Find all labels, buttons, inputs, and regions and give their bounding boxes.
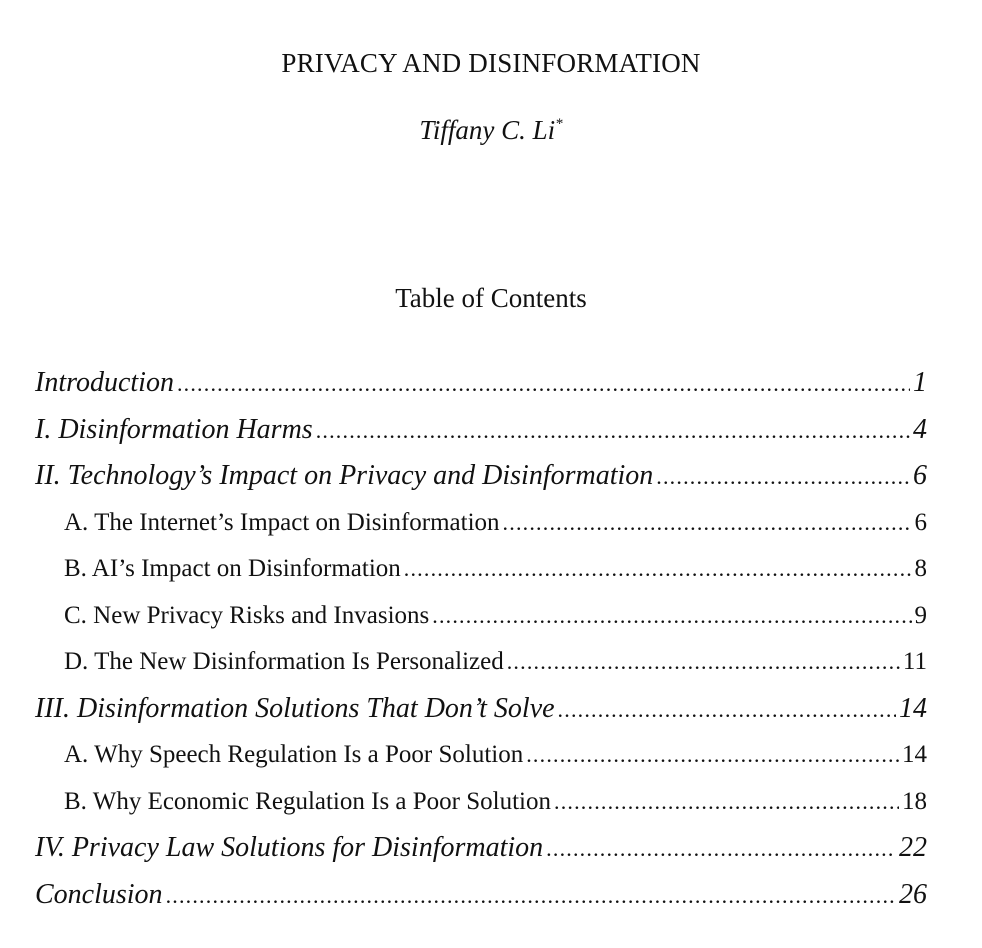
toc-leader-dots [503, 500, 912, 547]
toc-entry-conclusion[interactable] [0, 872, 927, 919]
toc-entry-page: 4 [913, 413, 927, 445]
toc-entry-page: 11 [902, 648, 927, 675]
toc-entry-label: III. Disinformation Solutions That Don’t Solve [35, 692, 555, 724]
toc-leader-dots [177, 361, 910, 408]
document-title: PRIVACY AND DISINFORMATION [281, 48, 701, 78]
toc-heading: Table of Contents [395, 283, 587, 313]
toc-leader-dots [166, 873, 896, 920]
toc-leader-dots [558, 687, 896, 734]
toc-entry-page: 14 [899, 692, 927, 724]
toc-leader-dots [316, 408, 910, 455]
toc-entry-personalized-disinformation[interactable] [0, 639, 927, 686]
toc-entry-page: 8 [914, 555, 927, 582]
toc-entry-disinformation-harms[interactable] [0, 407, 927, 454]
toc-leader-dots [554, 779, 899, 826]
toc-entry-label: Conclusion [35, 878, 163, 910]
author-name [0, 115, 982, 146]
toc-entry-speech-regulation[interactable] [0, 732, 927, 779]
toc-entry-page: 6 [913, 460, 927, 491]
toc-entry-label: IV. Privacy Law Solutions for Disinformation [35, 832, 544, 863]
toc-entry-page: 6 [914, 508, 927, 536]
toc-entry-privacy-law-solutions[interactable] [0, 825, 927, 872]
toc-entry-technology-impact[interactable] [0, 453, 927, 500]
toc-entry-page: 26 [899, 878, 927, 910]
toc-entry-label: D. The New Disinformation Is Personalized [64, 648, 504, 675]
toc-leader-dots [404, 546, 912, 593]
author-name-text: Tiffany C. Li [419, 115, 556, 145]
toc-entry-label: II. Technology’s Impact on Privacy and Disinformation [35, 460, 654, 491]
toc-entry-privacy-risks[interactable] [0, 593, 927, 640]
toc-entry-economic-regulation[interactable] [0, 779, 927, 826]
toc-entry-label: Introduction [35, 367, 174, 398]
toc-entry-label: I. Disinformation Harms [35, 413, 313, 445]
toc-entry-label: B. AI’s Impact on Disinformation [64, 555, 401, 582]
toc-leader-dots [546, 826, 896, 873]
toc-entry-introduction[interactable] [0, 360, 927, 407]
toc-leader-dots [526, 732, 899, 779]
toc-entry-label: B. Why Economic Regulation Is a Poor Solution [64, 787, 551, 815]
toc-leader-dots [507, 639, 900, 686]
toc-entry-solutions-that-dont-solve[interactable] [0, 686, 927, 733]
toc-entry-internet-impact[interactable] [0, 500, 927, 547]
toc-entry-page: 14 [902, 741, 927, 768]
toc-leader-dots [656, 454, 910, 501]
toc-entry-page: 18 [902, 787, 927, 815]
toc-entry-label: A. The Internet’s Impact on Disinformation [64, 508, 500, 536]
toc-entry-page: 1 [913, 367, 927, 398]
toc-leader-dots [432, 593, 911, 640]
toc-entry-label: A. Why Speech Regulation Is a Poor Solution [64, 741, 524, 768]
toc-entry-page: 9 [914, 601, 927, 629]
toc-entry-page: 22 [899, 832, 927, 863]
table-of-contents [0, 360, 982, 918]
toc-entry-ai-impact[interactable] [0, 546, 927, 593]
author-footnote-mark[interactable]: * [555, 116, 563, 132]
toc-entry-label: C. New Privacy Risks and Invasions [64, 601, 430, 629]
